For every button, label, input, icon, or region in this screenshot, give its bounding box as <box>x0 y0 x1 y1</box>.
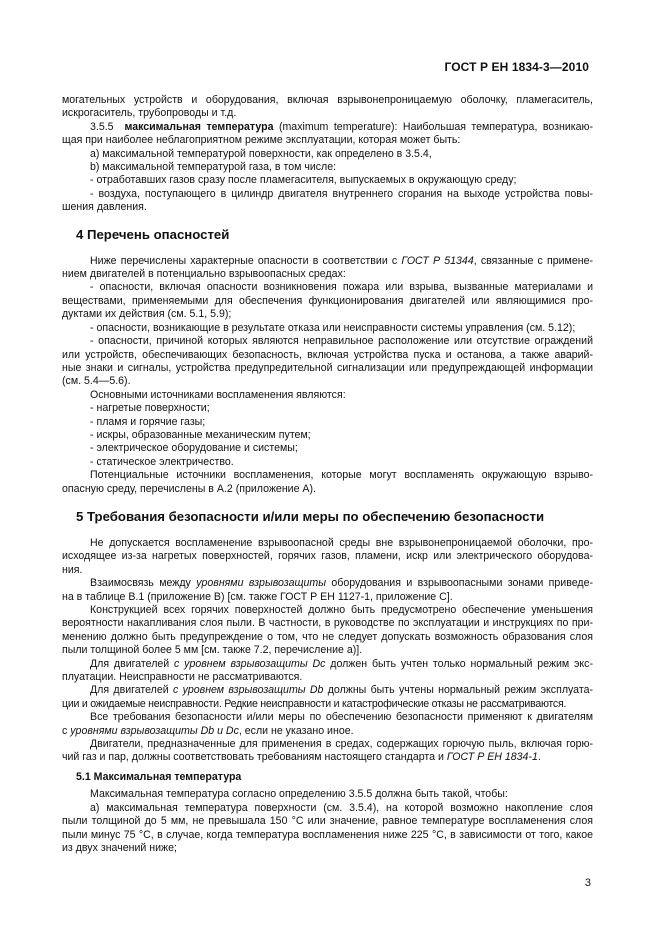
text-line: Максимальная температура согласно определению 3.5.5 должна быть такой, чтобы: <box>90 788 508 801</box>
standard-reference: ГОСТ Р 51344 <box>401 254 474 267</box>
text-line: ния. <box>62 563 83 576</box>
text-line: Ниже перечислены характерные опасности в соответствии с ГОСТ Р 51344, связанные с примене- <box>90 254 593 267</box>
text-line: с уровнями взрывозащиты Db и Dc, если не указано иное. <box>62 724 354 737</box>
list-item: - нагретые поверхности; <box>90 402 210 415</box>
text-line: ции и ожидаемые неисправности. Редкие неисправности и катастрофические отказы не рассматриваются. <box>62 697 567 710</box>
list-item: a) максимальной температурой поверхности, как определено в 3.5.4, <box>90 147 432 160</box>
list-item: - искры, образованные механическим путем; <box>90 428 311 441</box>
list-item: - электрическое оборудование и системы; <box>90 442 298 455</box>
list-item: - опасности, возникающие в результате отказа или неисправности системы управления (см. 5.12); <box>90 321 576 334</box>
text-line: шения давления. <box>62 201 147 214</box>
list-item: a) максимальная температура поверхности (см. 3.5.4), на которой возможно накопление слоя <box>90 801 593 814</box>
list-item: - воздуха, поступающего в цилиндр двигателя внутреннего сгорания на выходе устройства повы- <box>90 187 593 200</box>
text-line: опасную среду, перечислены в А.2 (приложение А). <box>62 482 316 495</box>
text-line: ные знаки и сигналы, устройства предупредительной сигнализации или предупреждающей информации <box>62 361 593 374</box>
text-line: вероятности накапливания слоя пыли. В частности, в руководстве по эксплуатации и инструкциях по при- <box>62 617 593 630</box>
text-line: Основными источниками воспламенения являются: <box>90 388 346 401</box>
text-line: Для двигателей с уровнем взрывозащиты Dc должен быть учтен только нормальный режим экс- <box>90 657 593 670</box>
text-line: менению должно быть предупреждение о том, что не следует допускать возможность образования слоя <box>62 630 593 643</box>
text-line: (см. 5.4—5.6). <box>62 375 131 388</box>
body-text <box>62 94 593 855</box>
text-line: Для двигателей с уровнем взрывозащиты Db должны быть учтены нормальный режим эксплуата- <box>90 684 593 697</box>
text-line: исходящее из-за нагретых поверхностей, горячих газов, пламени, искр или электрического оборудова- <box>62 550 593 563</box>
list-item: - отработавших газов сразу после пламегасителя, выпускаемых в окружающую среду; <box>90 174 517 187</box>
list-item: - статическое электричество. <box>90 455 234 468</box>
definition-term: максимальная температура <box>124 120 274 133</box>
text-line: пыли толщиной до 5 мм, не превышала 150 °С или значение, равное температуре воспламенения слоя <box>62 815 593 828</box>
text-line: на в таблице В.1 (приложение В) [см. также ГОСТ Р ЕН 1127-1, приложение С]. <box>62 590 453 603</box>
text-line: Двигатели, предназначенные для применения в средах, содержащих горючую пыль, включая горю- <box>90 738 593 751</box>
text-line: Взаимосвязь между уровнями взрывозащиты оборудования и взрывоопасными зонами приведе- <box>90 577 593 590</box>
definition-line: 3.5.5 максимальная температура (maximum temperature): Наибольшая температура, возникаю- <box>90 120 594 133</box>
text-line: нием двигателей в потенциально взрывоопасных средах: <box>62 268 346 281</box>
list-item: - опасности, включая опасности возникновения пожара или взрыва, вызванные материалами и <box>90 281 593 294</box>
text-line: дуктами их действия (см. 5.1, 5.9); <box>62 308 232 321</box>
text-line: Все требования безопасности и/или меры по обеспечению безопасности применяют к двигателям <box>90 711 593 724</box>
section-4-title: 4 Перечень опасностей <box>76 226 230 242</box>
list-item: b) максимальной температурой газа, в том числе: <box>90 161 337 174</box>
text-line: пыли толщиной более 5 мм [см. также 7.2, перечисление а)]. <box>62 644 363 657</box>
text-line: пыли минус 75 °С, в случае, когда температура воспламенения ниже 225 °С, в зависимости от того, какое <box>62 828 593 841</box>
text-line: Не допускается воспламенение взрывоопасной среды вне взрывонепроницаемой оболочки, про- <box>90 536 593 549</box>
page-header: ГОСТ Р ЕН 1834-3—2010 <box>444 60 589 74</box>
text-line: плуатации. Неисправности не рассматриваются. <box>62 671 303 684</box>
text-line: могательных устройств и оборудования, включая взрывонепроницаемую оболочку, пламегаситель, <box>62 94 593 106</box>
text-line: Потенциальные источники воспламенения, которые могут воспламенять окружающую взрыво- <box>90 469 593 482</box>
subsection-5-1-title: 5.1 Максимальная температура <box>76 770 242 783</box>
list-item: - пламя и горячие газы; <box>90 415 206 428</box>
text-line: щая при наиболее неблагоприятном режиме эксплуатации, которая может быть: <box>62 134 461 147</box>
text-line: или устройств, обеспечивающих безопасность, включая устройства пуска и останова, а также аварий- <box>62 348 593 361</box>
page-number: 3 <box>584 877 591 889</box>
text-line: Конструкцией всех горячих поверхностей должно быть предусмотрено обеспечение уменьшения <box>90 604 593 616</box>
text-line: веществами, применяемыми для обеспечения функционирования двигателей или являющимися про- <box>62 294 593 307</box>
text-line: из двух значений ниже; <box>62 841 177 854</box>
text-line: искрогаситель, трубопроводы и т.д. <box>62 107 237 120</box>
list-item: - опасности, причиной которых являются неправильное расположение или отсутствие ограждений <box>90 335 593 348</box>
section-5-title: 5 Требования безопасности и/или меры по обеспечению безопасности <box>76 508 545 524</box>
text-line: чий газ и пар, должны соответствовать требованиям настоящего стандарта и ГОСТ Р ЕН 1834-1. <box>62 751 541 764</box>
